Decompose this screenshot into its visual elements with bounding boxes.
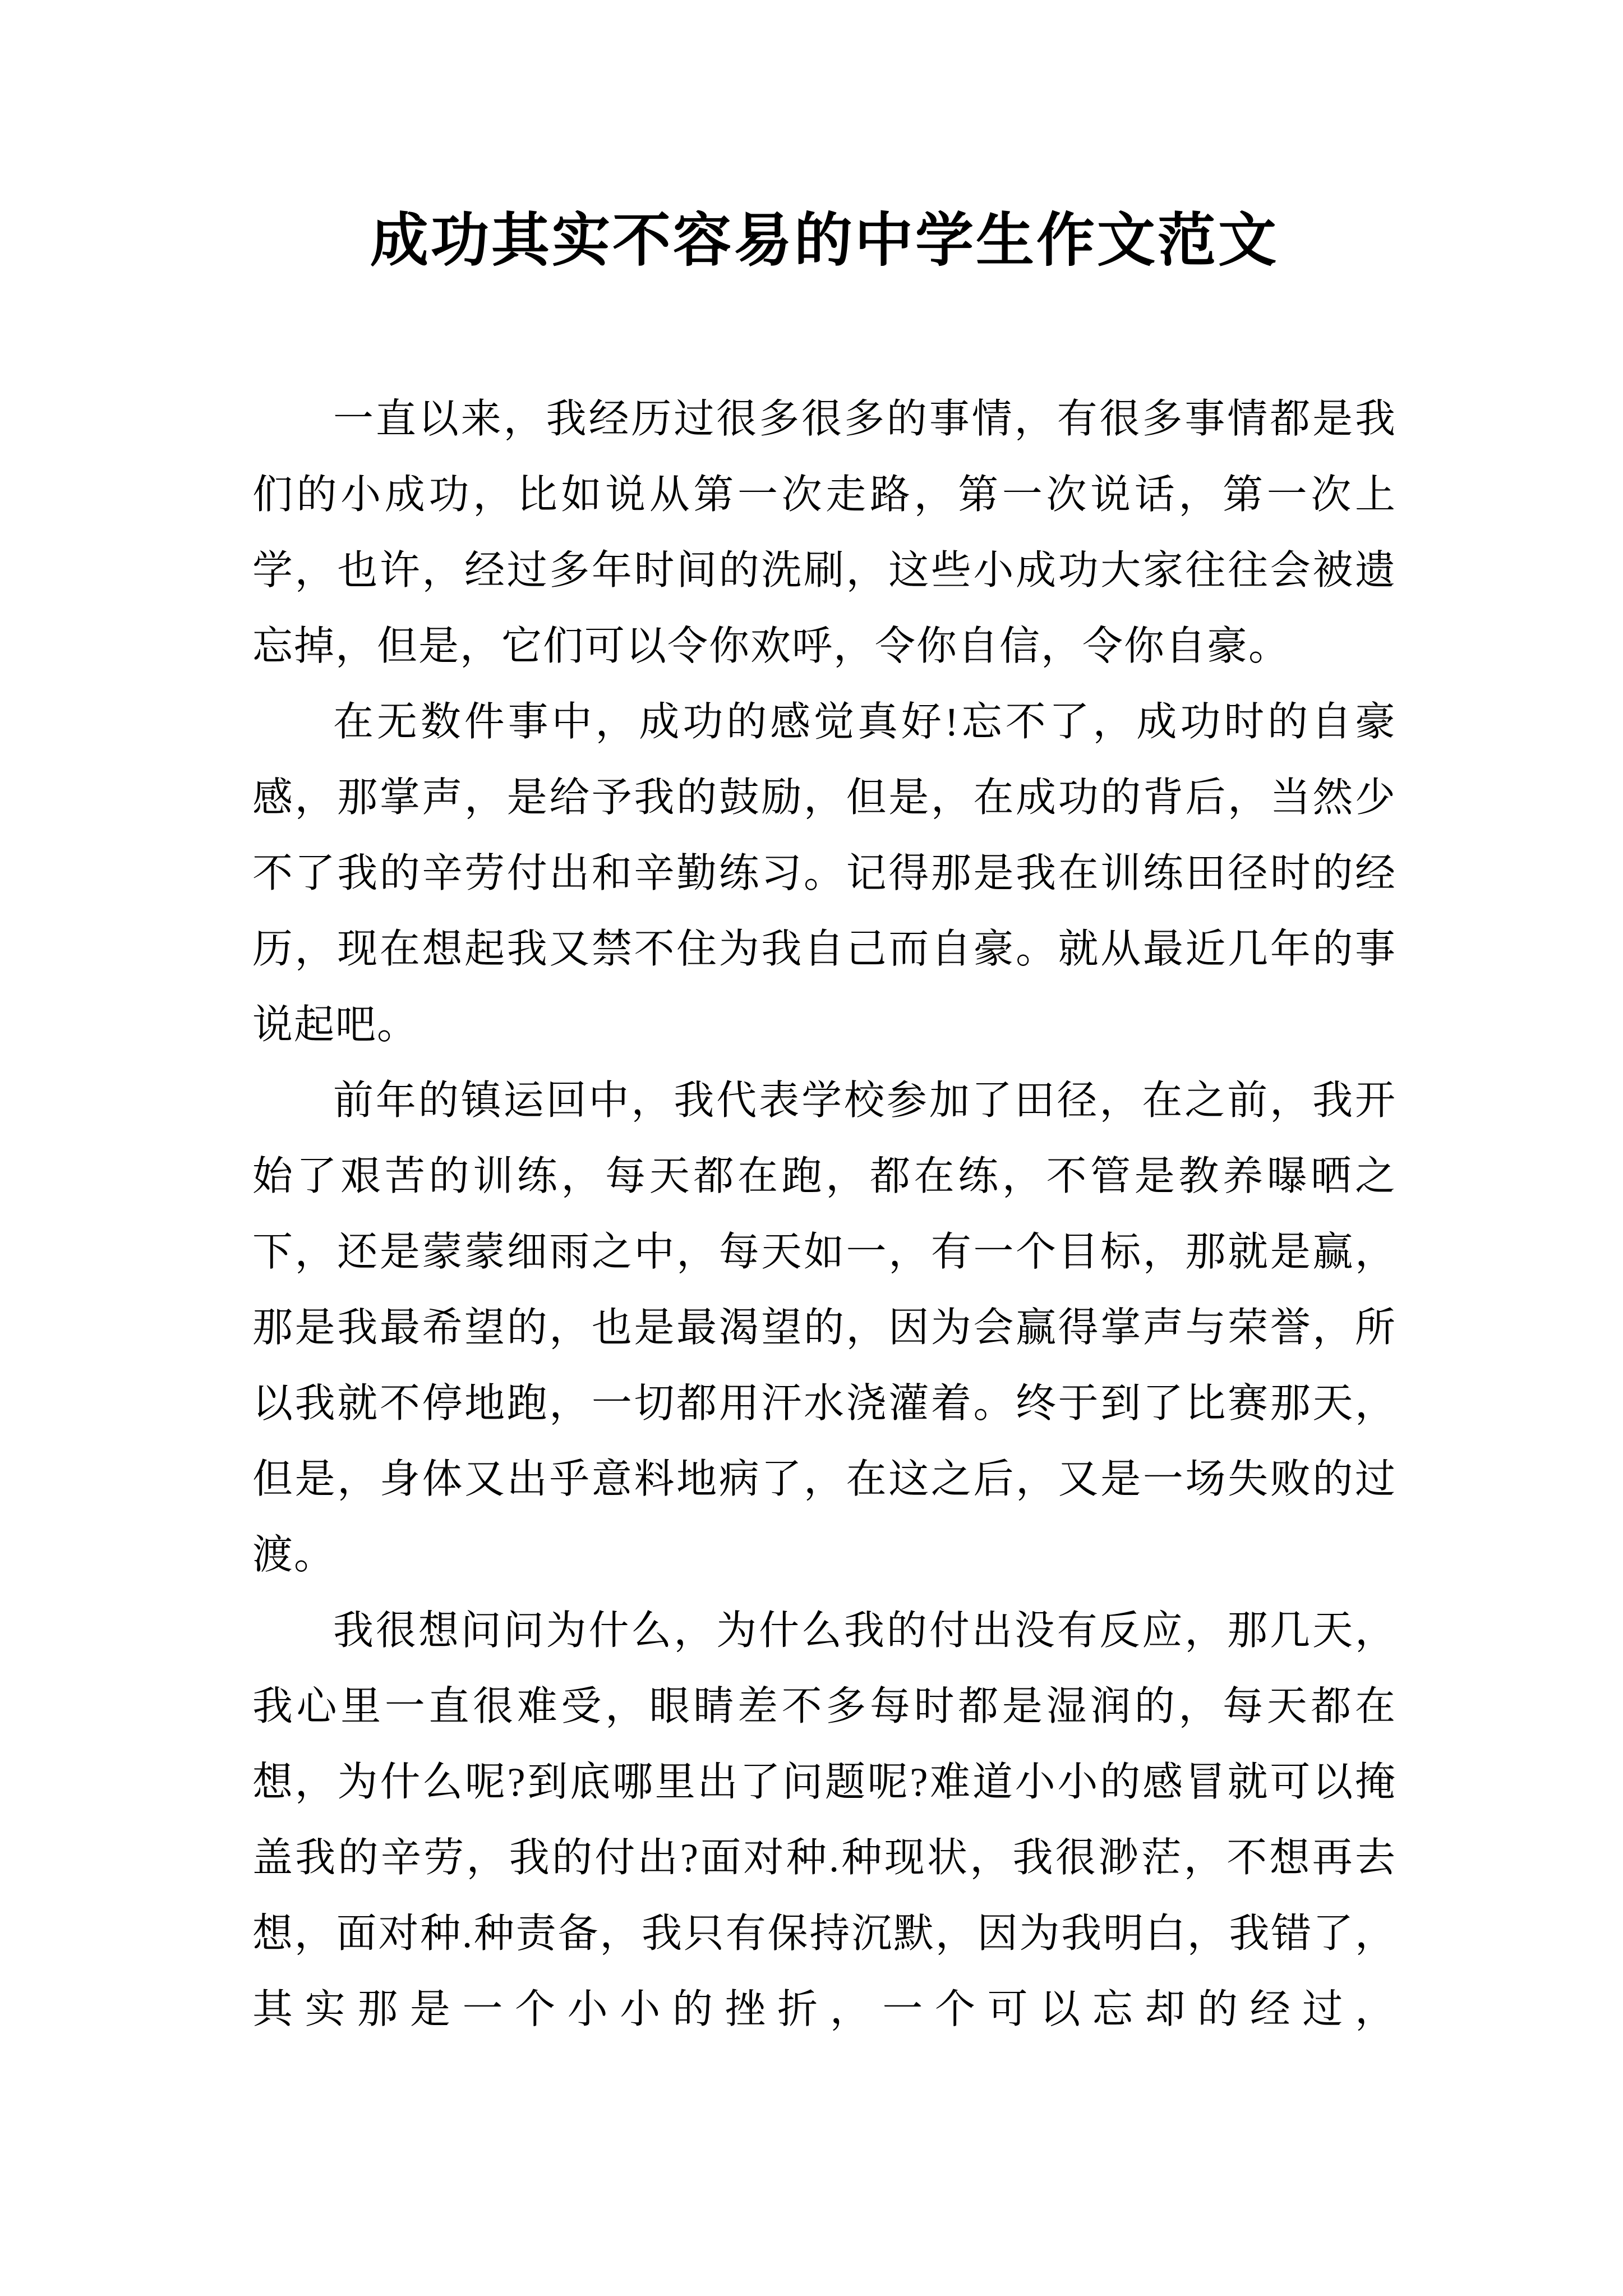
document-content: [252, 208, 1396, 2047]
essay-title: 成功其实不容易的中学生作文范文: [370, 209, 1279, 273]
essay-paragraph-2: 在无数件事中，成功的感觉真好!忘不了，成功时的自豪感，那掌声，是给予我的鼓励，但是，在成功的背后，当然少不了我的辛劳付出和辛勤练习。记得那是我在训练田径时的经历，现在想起我又禁不住为我自己而自豪。就从最近几年的事说起吧。: [252, 699, 1396, 1047]
essay-paragraph-1: 一直以来，我经历过很多很多的事情，有很多事情都是我们的小成功，比如说从第一次走路，第一次说话，第一次上学，也许，经过多年时间的洗刷，这些小成功大家往往会被遗忘掉，但是，它们可以令你欢呼，令你自信，令你自豪。: [252, 396, 1396, 669]
essay-paragraph-4: 我很想问问为什么，为什么我的付出没有反应，那几天，我心里一直很难受，眼睛差不多每时都是湿润的，每天都在想，为什么呢?到底哪里出了问题呢?难道小小的感冒就可以掩盖我的辛劳，我的付出?面对种.种现状，我很渺茫，不想再去想，面对种.种责备，我只有保持沉默，因为我明白，我错了，其实那是一个小小的挫折，一个可以忘却的经过，: [252, 1608, 1396, 2032]
essay-paragraph-3: 前年的镇运回中，我代表学校参加了田径，在之前，我开始了艰苦的训练，每天都在跑，都在练，不管是教养曝晒之下，还是蒙蒙细雨之中，每天如一，有一个目标，那就是赢，那是我最希望的，也是最渴望的，因为会赢得掌声与荣誉，所以我就不停地跑，一切都用汗水浇灌着。终于到了比赛那天，但是，身体又出乎意料地病了，在这之后，又是一场失败的过渡。: [252, 1078, 1396, 1577]
